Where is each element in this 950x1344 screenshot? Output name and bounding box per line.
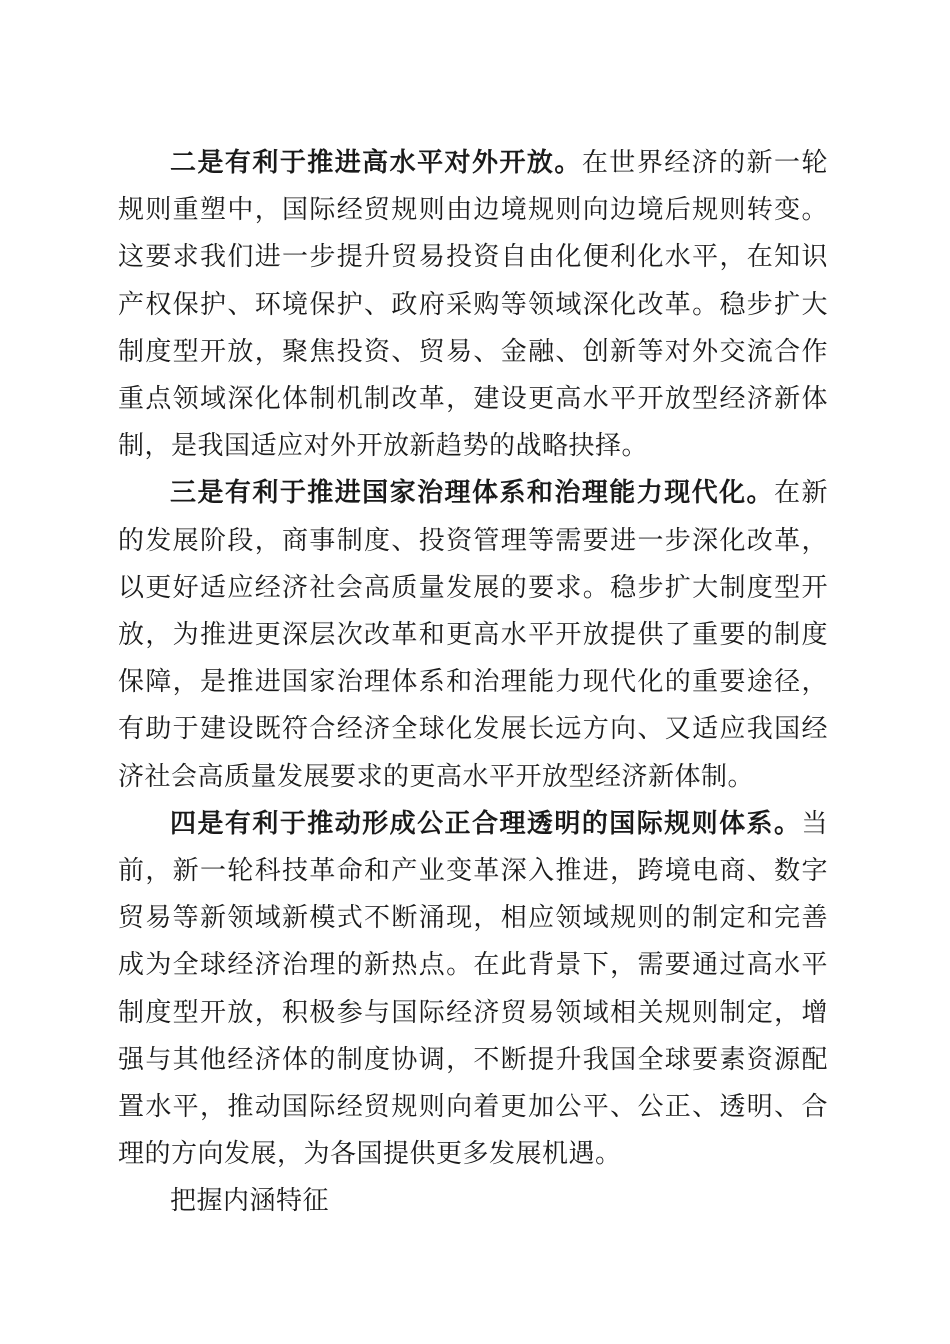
section-heading: 把握内涵特征 [170, 1186, 330, 1217]
paragraph-international-rules [118, 801, 828, 1179]
paragraph-body: 当前，新一轮科技革命和产业变革深入推进，跨境电商、数字贸易等新领域新模式不断涌现，相应领域规则的制定和完善成为全球经济治理的新热点。在此背景下，需要通过高水平制度型开放，积极参与国际经济贸易领域相关规则制定，增强与其他经济体的制度协调，不断提升我国全球要素资源配置水平，推动国际经贸规则向着更加公平、公正、透明、合理的方向发展，为各国提供更多发展机遇。 [118, 808, 828, 1170]
paragraph-body: 在新的发展阶段，商事制度、投资管理等需要进一步深化改革，以更好适应经济社会高质量发展的要求。稳步扩大制度型开放，为推进更深层次改革和更高水平开放提供了重要的制度保障，是推进国家治理体系和治理能力现代化的重要途径，有助于建设既符合经济全球化发展长远方向、又适应我国经济社会高质量发展要求的更高水平开放型经济新体制。 [118, 478, 828, 792]
paragraph-opening-up [118, 140, 828, 470]
document-page [118, 140, 828, 1226]
paragraph-lead: 二是有利于推进高水平对外开放。 [170, 148, 582, 178]
paragraph-governance [118, 470, 828, 800]
paragraph-lead: 三是有利于推进国家治理体系和治理能力现代化。 [170, 478, 775, 509]
paragraph-body: 在世界经济的新一轮规则重塑中，国际经贸规则由边境规则向边境后规则转变。这要求我们进一步提升贸易投资自由化便利化水平，在知识产权保护、环境保护、政府采购等领域深化改革。稳步扩大制度型开放，聚焦投资、贸易、金融、创新等对外交流合作重点领域深化体制机制改革，建设更高水平开放型经济新体制，是我国适应对外开放新趋势的战略抉择。 [118, 148, 828, 462]
paragraph-lead: 四是有利于推动形成公正合理透明的国际规则体系。 [170, 808, 802, 839]
